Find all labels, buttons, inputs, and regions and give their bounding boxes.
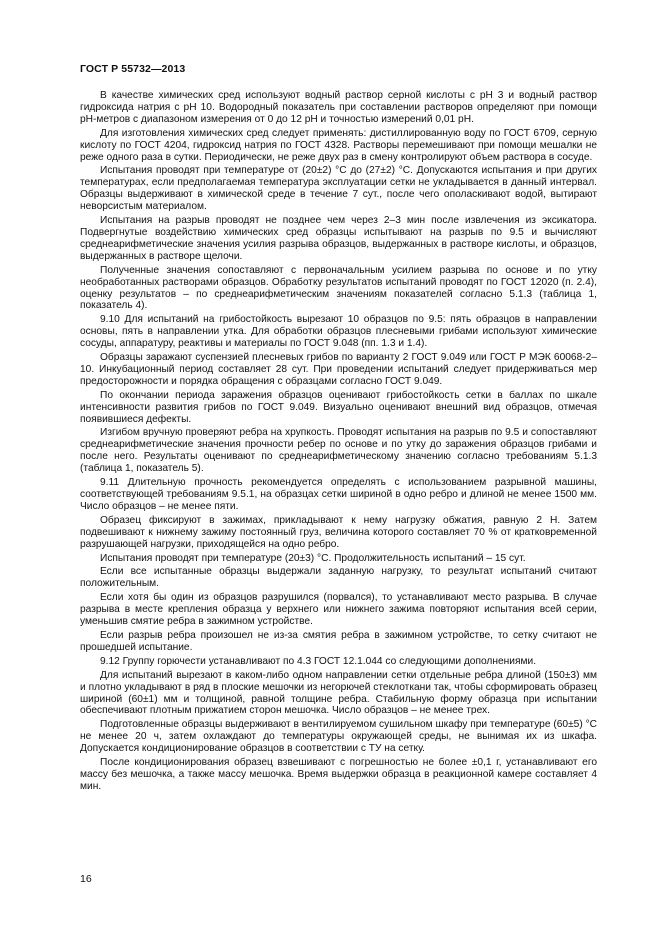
paragraph: Для изготовления химических сред следует применять: дистиллированную воду по ГОСТ 6709, серную кислоту по ГОСТ 4204, гидроксид натрия по ГОСТ 4328. Растворы перемешивают при помощи мешалки не реже одного раза в сутки. Периодически, не реже двух раз в смену контролируют объем раствора в сосуде.: [80, 127, 597, 163]
paragraph: По окончании периода заражения образцов оценивают грибостойкость сетки в баллах по шкале интенсивности развития грибов по ГОСТ 9.049. Визуально оценивают внешний вид образцов, отмечая появившиеся дефекты.: [80, 389, 597, 425]
paragraph: 9.11 Длительную прочность рекомендуется определять с использованием разрывной машины, соответствующей требованиям 9.5.1, на образцах сетки шириной в одно ребро и длиной не менее 1500 мм. Число образцов – не менее пяти.: [80, 477, 597, 512]
paragraph: Образцы заражают суспензией плесневых грибов по варианту 2 ГОСТ 9.049 или ГОСТ Р МЭК 60068-2–10. Инкубационный период составляет 28 сут. При проведении испытаний следует придерживаться мер предосторожности и порядка обращения с образцами согласно ГОСТ 9.049.: [80, 352, 597, 387]
paragraph: В качестве химических сред используют водный раствор серной кислоты с рН 3 и водный раствор гидроксида натрия с рН 10. Водородный показатель при составлении растворов определяют при помощи рН-метров с диапазоном измерения от 0 до 12 рН и точностью измерений 0,01 рН.: [80, 90, 597, 125]
paragraph: После кондиционирования образец взвешивают с погрешностью не более ±0,1 г, устанавливают его массу без мешочка, а также массу мешочка. Время выдержки образца в реакционной камере составляет 4 мин.: [80, 757, 597, 792]
paragraph: Для испытаний вырезают в каком-либо одном направлении сетки отдельные ребра длиной (150±3) мм и плотно укладывают в ряд в плоские мешочки из негорючей стеклоткани так, чтобы сформировать образец шириной (60±1) мм и толщиной, равной толщине ребра. Стабильную форму образца при испытании обеспечивают плотным прижатием сторон мешочка. Число образцов – не менее трех.: [80, 669, 597, 717]
paragraph: Полученные значения сопоставляют с первоначальным усилием разрыва по основе и по утку необработанных растворами образцов. Обработку результатов испытаний проводят по ГОСТ 12020 (п. 2.4), оценку результатов – по среднеарифметическим значениям показателей согласно 5.1.3 (таблица 1, показатель 4).: [80, 264, 597, 312]
paragraph: Подготовленные образцы выдерживают в вентилируемом сушильном шкафу при температуре (60±5) °C не менее 20 ч, затем охлаждают до температуры окружающей среды, не вынимая их из шкафа. Допускается кондиционирование образцов в соответствии с ТУ на сетку.: [80, 719, 597, 755]
document-body: [80, 90, 597, 795]
paragraph: Если все испытанные образцы выдержали заданную нагрузку, то результат испытаний считают положительным.: [80, 566, 597, 590]
document-standard-id: ГОСТ Р 55732—2013: [80, 63, 186, 75]
page-number: 16: [80, 873, 92, 885]
paragraph: Если разрыв ребра произошел не из-за смятия ребра в зажимном устройстве, то сетку считают не прошедшей испытание.: [80, 629, 597, 653]
paragraph: 9.10 Для испытаний на грибостойкость вырезают 10 образцов по 9.5: пять образцов в направлении основы, пять в направлении утка. Для обработки образцов плесневыми грибами используют химические сосуды, аппаратуру, реактивы и материалы по ГОСТ 9.048 (пп. 1.3 и 1.4).: [80, 314, 597, 350]
paragraph: Изгибом вручную проверяют ребра на хрупкость. Проводят испытания на разрыв по 9.5 и сопоставляют среднеарифметические значения прочности ребер по основе и по утку до заражения образцов грибами и после него. Результаты оценивают по среднеарифметическому значению согласно требованиям 5.1.3 (таблица 1, показатель 5).: [80, 427, 597, 475]
paragraph: Образец фиксируют в зажимах, прикладывают к нему нагрузку обжатия, равную 2 Н. Затем подвешивают к нижнему зажиму постоянный груз, величина которого составляет 70 % от кратковременной разрушающей нагрузки, приходящейся на одно ребро.: [80, 514, 597, 550]
paragraph: Испытания проводят при температуре (20±3) °C. Продолжительность испытаний – 15 сут.: [100, 552, 526, 564]
paragraph: Испытания проводят при температуре от (20±2) °C до (27±2) °C. Допускаются испытания и при других температурах, если предполагаемая температура эксплуатации сетки не укладывается в данный интервал. Образцы выдерживают в химической среде в течение 7 сут., после чего ополаскивают водой, вытирают неворсистым материалом.: [80, 165, 597, 213]
paragraph: 9.12 Группу горючести устанавливают по 4.3 ГОСТ 12.1.044 со следующими дополнениями.: [100, 655, 537, 667]
paragraph: Испытания на разрыв проводят не позднее чем через 2–3 мин после извлечения из эксикатора. Подвергнутые воздействию химических сред образцы испытывают на разрыв по 9.5 и вычисляют среднеарифметические значения усилия разрыва образцов, выдержанных в растворе кислоты, и образцов, выдержанных в растворе щелочи.: [80, 215, 597, 262]
paragraph: Если хотя бы один из образцов разрушился (порвался), то устанавливают место разрыва. В случае разрыва в месте крепления образца у верхнего или нижнего зажима повторяют испытания всей серии, уменьшив смятие ребра в зажимном устройстве.: [80, 592, 597, 628]
